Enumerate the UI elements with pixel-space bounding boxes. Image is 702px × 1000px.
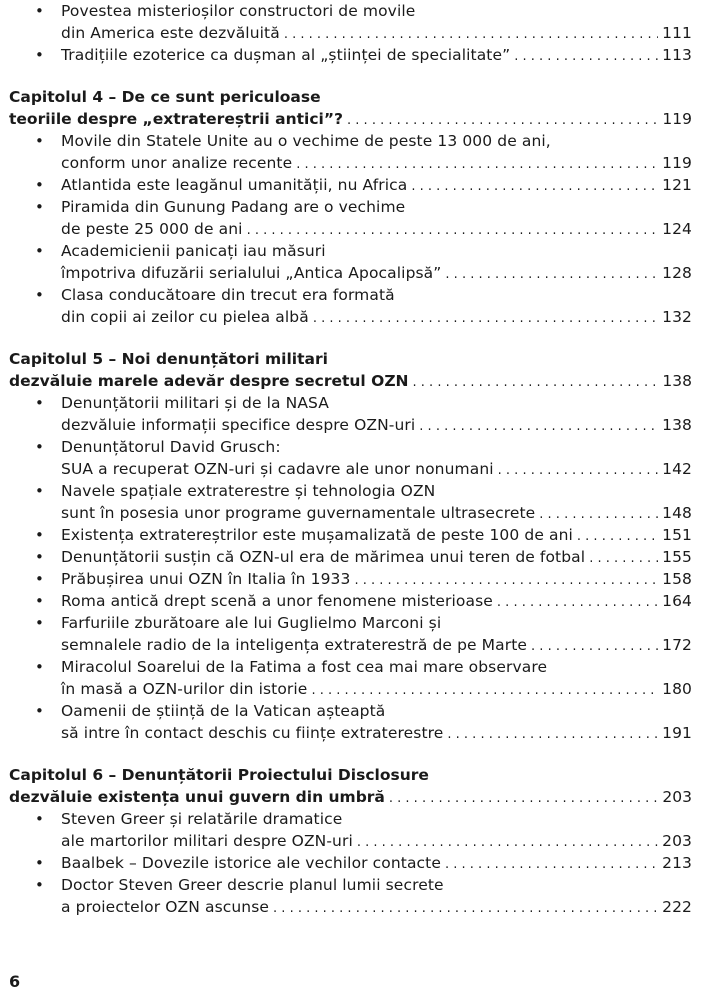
toc-entry	[9, 44, 692, 66]
toc-line	[9, 174, 692, 196]
toc-entry	[9, 480, 692, 524]
toc-page-number: 138	[662, 416, 692, 434]
toc-entry	[9, 874, 692, 918]
toc-page-number: 203	[662, 832, 692, 850]
dot-leader	[419, 414, 658, 436]
toc-entry-title: conform unor analize recente	[61, 154, 293, 172]
toc-entry-title: Oamenii de știință de la Vatican așteaptă	[61, 702, 386, 720]
dot-leader	[514, 44, 658, 66]
toc-page-number: 121	[662, 176, 692, 194]
dot-leader	[445, 262, 658, 284]
toc-entry	[9, 196, 692, 240]
toc-entry	[9, 130, 692, 174]
toc-entry-title: ale martorilor militari despre OZN-uri	[61, 832, 353, 850]
toc-entry-title: Capitolul 6 – Denunțătorii Proiectului Disclosure	[9, 766, 429, 784]
toc-page-number: 124	[662, 220, 692, 238]
toc-entry-title: Movile din Statele Unite au o vechime de peste 13 000 de ani,	[61, 132, 551, 150]
toc-line	[9, 700, 692, 722]
bullet-icon: •	[35, 854, 44, 872]
toc-line	[9, 502, 692, 524]
dot-leader	[273, 896, 658, 918]
toc-entry-title: Baalbek – Dovezile istorice ale vechilor contacte	[61, 854, 441, 872]
toc-entry	[9, 174, 692, 196]
toc-line	[9, 414, 692, 436]
toc-line	[9, 196, 692, 218]
toc-line	[9, 152, 692, 174]
toc-line	[9, 678, 692, 700]
toc-page-number: 119	[662, 154, 692, 172]
bullet-icon: •	[35, 702, 44, 720]
toc-line	[9, 524, 692, 546]
toc-entry	[9, 240, 692, 284]
toc-line	[9, 852, 692, 874]
toc-entry	[9, 590, 692, 612]
toc-line	[9, 218, 692, 240]
toc-line	[9, 284, 692, 306]
toc-entry-title: Denunțătorii militari și de la NASA	[61, 394, 329, 412]
toc-line	[9, 108, 692, 130]
toc-entry-title: Farfuriile zburătoare ale lui Guglielmo Marconi și	[61, 614, 442, 632]
toc-entry-title: împotriva difuzării serialului „Antica Apocalipsă”	[61, 264, 442, 282]
toc-line	[9, 764, 692, 786]
toc-page-number: 213	[662, 854, 692, 872]
bullet-icon: •	[35, 614, 44, 632]
section-spacer	[9, 744, 692, 764]
toc-entry	[9, 524, 692, 546]
toc-line	[9, 786, 692, 808]
toc-line	[9, 546, 692, 568]
toc-page-number: 203	[662, 788, 692, 806]
toc-entry-title: Roma antică drept scenă a unor fenomene misterioase	[61, 592, 493, 610]
toc-chapter-heading	[9, 764, 692, 808]
toc-line	[9, 590, 692, 612]
bullet-icon: •	[35, 438, 44, 456]
toc-page-number: 155	[662, 548, 692, 566]
toc-entry-title: Miracolul Soarelui de la Fatima a fost cea mai mare observare	[61, 658, 548, 676]
toc-line	[9, 808, 692, 830]
toc-entry-title: Capitolul 4 – De ce sunt periculoase	[9, 88, 321, 106]
toc-entry	[9, 852, 692, 874]
dot-leader	[347, 108, 658, 130]
dot-leader	[313, 306, 658, 328]
toc-line	[9, 722, 692, 744]
bullet-icon: •	[35, 198, 44, 216]
bullet-icon: •	[35, 46, 44, 64]
toc-line	[9, 436, 692, 458]
toc-page-number: 151	[662, 526, 692, 544]
dot-leader	[413, 370, 659, 392]
toc-entry-title: dezvăluie existența unui guvern din umbră	[9, 788, 385, 806]
toc-page-number: 119	[662, 110, 692, 128]
toc-entry-title: Clasa conducătoare din trecut era formată	[61, 286, 395, 304]
toc-line	[9, 262, 692, 284]
toc-entry-title: Denunțătorul David Grusch:	[61, 438, 281, 456]
toc-entry-title: în masă a OZN-urilor din istorie	[61, 680, 308, 698]
toc-line	[9, 348, 692, 370]
toc-entry-title: dezvăluie marele adevăr despre secretul OZN	[9, 372, 409, 390]
toc-entry	[9, 0, 692, 44]
section-spacer	[9, 328, 692, 348]
toc-line	[9, 0, 692, 22]
toc-entry	[9, 284, 692, 328]
toc-line	[9, 656, 692, 678]
bullet-icon: •	[35, 242, 44, 260]
toc-line	[9, 22, 692, 44]
toc-entry-title: semnalele radio de la inteligența extraterestră de pe Marte	[61, 636, 528, 654]
toc-entry-title: teoriile despre „extratereștrii antici”?	[9, 110, 344, 128]
dot-leader	[354, 568, 658, 590]
dot-leader	[589, 546, 658, 568]
toc-entry-title: Povestea misterioșilor constructori de movile	[61, 2, 416, 20]
bullet-icon: •	[35, 176, 44, 194]
toc-entry	[9, 546, 692, 568]
toc-page-number: 128	[662, 264, 692, 282]
toc-entry-title: sunt în posesia unor programe guvernamentale ultrasecrete	[61, 504, 536, 522]
toc-entry-title: din America este dezvăluită	[61, 24, 280, 42]
bullet-icon: •	[35, 570, 44, 588]
toc-entry-title: din copii ai zeilor cu pielea albă	[61, 308, 309, 326]
dot-leader	[445, 852, 658, 874]
toc-entry-title: Capitolul 5 – Noi denunțători militari	[9, 350, 328, 368]
toc-line	[9, 86, 692, 108]
toc-line	[9, 480, 692, 502]
dot-leader	[389, 786, 659, 808]
toc-entry-title: dezvăluie informații specifice despre OZN-uri	[61, 416, 416, 434]
toc-entry-title: Prăbușirea unui OZN în Italia în 1933	[61, 570, 351, 588]
toc-entry-title: Tradițiile ezoterice ca dușman al „științei de specialitate”	[61, 46, 511, 64]
dot-leader	[577, 524, 658, 546]
toc-line	[9, 612, 692, 634]
dot-leader	[447, 722, 658, 744]
toc-entry	[9, 392, 692, 436]
dot-leader	[531, 634, 658, 656]
toc-line	[9, 874, 692, 896]
dot-leader	[357, 830, 658, 852]
bullet-icon: •	[35, 658, 44, 676]
toc-entry-title: Doctor Steven Greer descrie planul lumii secrete	[61, 876, 444, 894]
section-spacer	[9, 66, 692, 86]
toc-line	[9, 392, 692, 414]
toc-chapter-heading	[9, 348, 692, 392]
toc-page-number: 164	[662, 592, 692, 610]
toc-entry	[9, 568, 692, 590]
dot-leader	[284, 22, 658, 44]
toc-line	[9, 240, 692, 262]
toc-page-number: 138	[662, 372, 692, 390]
dot-leader	[497, 590, 658, 612]
page-number: 6	[9, 972, 21, 991]
bullet-icon: •	[35, 132, 44, 150]
toc-entry-title: Denunțătorii susțin că OZN-ul era de mărimea unui teren de fotbal	[61, 548, 586, 566]
toc-page-number: 111	[662, 24, 692, 42]
toc-entry	[9, 700, 692, 744]
toc-entry-title: Piramida din Gunung Padang are o vechime	[61, 198, 406, 216]
toc-line	[9, 458, 692, 480]
bullet-icon: •	[35, 810, 44, 828]
toc-page-number: 222	[662, 898, 692, 916]
bullet-icon: •	[35, 286, 44, 304]
toc-entry	[9, 436, 692, 480]
toc-entry	[9, 612, 692, 656]
bullet-icon: •	[35, 482, 44, 500]
toc-line	[9, 896, 692, 918]
bullet-icon: •	[35, 526, 44, 544]
toc-page-number: 172	[662, 636, 692, 654]
bullet-icon: •	[35, 592, 44, 610]
toc-entry-title: să intre în contact deschis cu ființe extraterestre	[61, 724, 444, 742]
toc-line	[9, 830, 692, 852]
toc-entry-title: Academicienii panicați iau măsuri	[61, 242, 326, 260]
bullet-icon: •	[35, 548, 44, 566]
toc-page-number: 158	[662, 570, 692, 588]
toc-page-number: 148	[662, 504, 692, 522]
toc-entry-title: Navele spațiale extraterestre și tehnologia OZN	[61, 482, 436, 500]
toc-page-number: 132	[662, 308, 692, 326]
dot-leader	[498, 458, 658, 480]
table-of-contents	[9, 0, 692, 918]
toc-entry-title: a proiectelor OZN ascunse	[61, 898, 270, 916]
toc-line	[9, 370, 692, 392]
toc-line	[9, 44, 692, 66]
toc-page-number: 113	[662, 46, 692, 64]
bullet-icon: •	[35, 876, 44, 894]
dot-leader	[539, 502, 658, 524]
toc-entry-title: SUA a recuperat OZN-uri și cadavre ale unor nonumani	[61, 460, 494, 478]
toc-line	[9, 130, 692, 152]
toc-entry-title: Atlantida este leagănul umanității, nu Africa	[61, 176, 408, 194]
dot-leader	[296, 152, 658, 174]
toc-page-number: 180	[662, 680, 692, 698]
dot-leader	[411, 174, 658, 196]
toc-line	[9, 306, 692, 328]
toc-entry-title: Steven Greer și relatările dramatice	[61, 810, 343, 828]
toc-entry-title: Existența extratereștrilor este mușamalizată de peste 100 de ani	[61, 526, 573, 544]
toc-entry	[9, 808, 692, 852]
toc-chapter-heading	[9, 86, 692, 130]
toc-line	[9, 634, 692, 656]
dot-leader	[247, 218, 659, 240]
toc-entry-title: de peste 25 000 de ani	[61, 220, 243, 238]
bullet-icon: •	[35, 2, 44, 20]
toc-page-number: 142	[662, 460, 692, 478]
toc-line	[9, 568, 692, 590]
toc-page-number: 191	[662, 724, 692, 742]
toc-entry	[9, 656, 692, 700]
bullet-icon: •	[35, 394, 44, 412]
dot-leader	[311, 678, 658, 700]
